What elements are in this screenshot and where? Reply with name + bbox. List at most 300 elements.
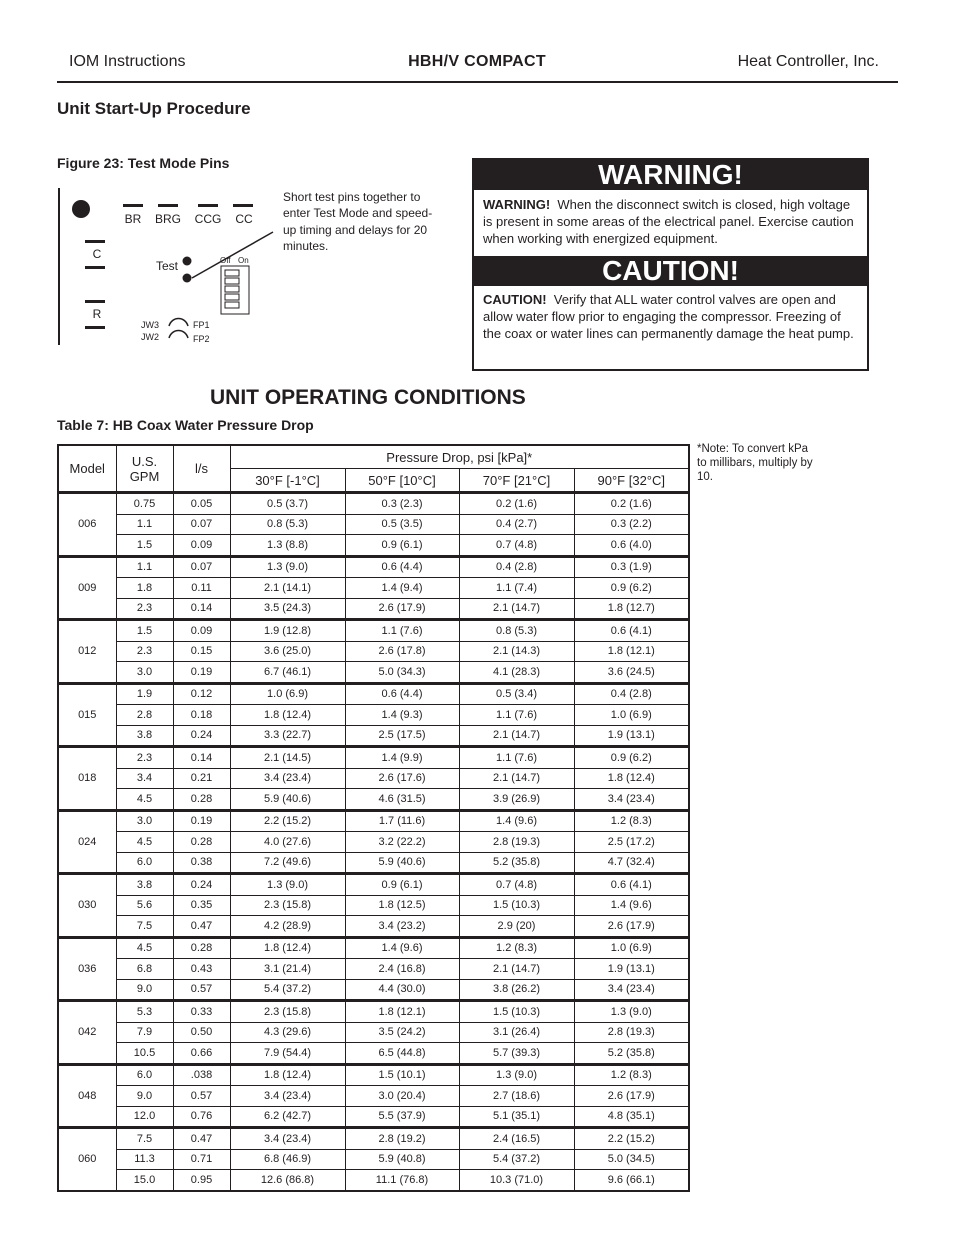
warning-lead: WARNING!	[483, 197, 551, 212]
table-cell: 2.3 (15.8)	[230, 1001, 345, 1023]
table-cell: 1.9 (13.1)	[574, 959, 689, 980]
table-cell: 2.1 (14.7)	[459, 598, 574, 620]
warning-body: When the disconnect switch is closed, high voltage is present in some areas of the electrical panel. Exercise caution when working with energized equipment.	[483, 197, 854, 246]
test-label: Test	[155, 259, 179, 273]
table-cell: 2.4 (16.8)	[345, 959, 459, 980]
table-cell: 6.2 (42.7)	[230, 1106, 345, 1128]
table-cell: 15.0	[116, 1170, 173, 1191]
table-cell: 5.6	[116, 895, 173, 916]
table-cell: 7.2 (49.6)	[230, 852, 345, 874]
table-row	[58, 1149, 689, 1170]
table-row	[58, 979, 689, 1001]
table-row	[58, 1086, 689, 1107]
table-cell: 7.5	[116, 1128, 173, 1150]
table-cell: 1.1	[116, 514, 173, 535]
table-cell: 3.4 (23.4)	[574, 979, 689, 1001]
table-cell: 3.4 (23.4)	[230, 1128, 345, 1150]
table-cell: 0.2 (1.6)	[459, 493, 574, 515]
table-cell: 1.8 (12.4)	[230, 937, 345, 959]
table-cell: 3.5 (24.2)	[345, 1022, 459, 1043]
table-cell: 2.1 (14.3)	[459, 641, 574, 662]
model-cell: 024	[58, 810, 116, 874]
table-cell: 1.0 (6.9)	[574, 705, 689, 726]
col-header-90f: 90°F [32°C]	[574, 469, 689, 493]
pin-cc	[233, 204, 253, 207]
table-cell: 1.1 (7.6)	[459, 747, 574, 769]
table-cell: 2.1 (14.7)	[459, 768, 574, 789]
table-cell: 9.0	[116, 979, 173, 1001]
table-cell: 0.09	[173, 620, 230, 642]
table-cell: 0.5 (3.5)	[345, 514, 459, 535]
table-cell: 2.6 (17.9)	[345, 598, 459, 620]
table-cell: 5.0 (34.5)	[574, 1149, 689, 1170]
table-cell: 11.3	[116, 1149, 173, 1170]
table-cell: 0.3 (1.9)	[574, 556, 689, 578]
table-note: *Note: To convert kPa to millibars, multiply by 10.	[697, 443, 813, 483]
table-cell: 0.57	[173, 979, 230, 1001]
table-cell: 5.2 (35.8)	[574, 1043, 689, 1065]
table-cell: 1.1 (7.4)	[459, 578, 574, 599]
table-cell: 1.3 (9.0)	[230, 556, 345, 578]
table-cell: 3.4 (23.4)	[230, 768, 345, 789]
table-cell: 1.2 (8.3)	[574, 1064, 689, 1086]
table-cell: 1.4 (9.6)	[459, 810, 574, 832]
table-cell: 7.9 (54.4)	[230, 1043, 345, 1065]
table-cell: 3.1 (26.4)	[459, 1022, 574, 1043]
table-cell: 11.1 (76.8)	[345, 1170, 459, 1191]
model-cell: 009	[58, 556, 116, 620]
table-cell: 4.2 (28.9)	[230, 916, 345, 938]
table-row	[58, 1128, 689, 1150]
table-cell: 0.28	[173, 832, 230, 853]
table-row	[58, 535, 689, 557]
model-cell: 018	[58, 747, 116, 811]
table-cell: 1.2 (8.3)	[574, 810, 689, 832]
terminal-r-top	[85, 300, 105, 303]
table-cell: 0.6 (4.0)	[574, 535, 689, 557]
table-cell: 5.5 (37.9)	[345, 1106, 459, 1128]
table-cell: 2.5 (17.5)	[345, 725, 459, 747]
table-cell: 0.24	[173, 874, 230, 896]
leader-line-stroke	[192, 232, 273, 278]
table-cell: 1.7 (11.6)	[345, 810, 459, 832]
table-cell: 2.3	[116, 598, 173, 620]
table-cell: 1.8 (12.4)	[230, 1064, 345, 1086]
operating-conditions-title: UNIT OPERATING CONDITIONS	[210, 386, 526, 409]
mounting-hole-icon	[72, 200, 90, 218]
table-cell: 0.35	[173, 895, 230, 916]
table-cell: 0.4 (2.8)	[459, 556, 574, 578]
leader-line	[180, 228, 280, 288]
table-cell: 1.0 (6.9)	[230, 683, 345, 705]
table-cell: 2.3	[116, 641, 173, 662]
header-company-name: Heat Controller, Inc.	[737, 53, 879, 70]
model-cell: 036	[58, 937, 116, 1001]
table-cell: 1.5	[116, 620, 173, 642]
col-header-pressure-drop: Pressure Drop, psi [kPa]*	[230, 445, 689, 469]
table-cell: 2.2 (15.2)	[574, 1128, 689, 1150]
section-title: Unit Start-Up Procedure	[57, 99, 251, 118]
table-row	[58, 514, 689, 535]
table-cell: 0.07	[173, 514, 230, 535]
table-cell: 2.9 (20)	[459, 916, 574, 938]
model-cell: 015	[58, 683, 116, 747]
model-group	[58, 937, 689, 1001]
figure-caption: Figure 23: Test Mode Pins	[57, 155, 230, 171]
table-cell: 1.3 (8.8)	[230, 535, 345, 557]
table-cell: 5.4 (37.2)	[459, 1149, 574, 1170]
caution-body: Verify that ALL water control valves are open and allow water flow prior to engaging the compressor. Freezing of the coax or water lines can permanently damage the heat pump.	[483, 292, 854, 341]
model-cell: 030	[58, 874, 116, 938]
pin-label-brg: BRG	[154, 212, 182, 226]
pin-label-cc: CC	[235, 212, 253, 226]
table-cell: 1.8 (12.5)	[345, 895, 459, 916]
table-cell: 3.0	[116, 810, 173, 832]
table-cell: 1.1	[116, 556, 173, 578]
table-cell: 0.14	[173, 747, 230, 769]
table-cell: 5.9 (40.6)	[230, 789, 345, 811]
table-cell: 2.8	[116, 705, 173, 726]
table-cell: 12.6 (86.8)	[230, 1170, 345, 1191]
table-cell: 0.8 (5.3)	[230, 514, 345, 535]
model-cell: 048	[58, 1064, 116, 1128]
table-cell: 0.9 (6.1)	[345, 535, 459, 557]
table-row	[58, 916, 689, 938]
table-cell: 0.76	[173, 1106, 230, 1128]
table-cell: 0.95	[173, 1170, 230, 1191]
table-row	[58, 1022, 689, 1043]
table-cell: 0.4 (2.7)	[459, 514, 574, 535]
table-row	[58, 705, 689, 726]
col-header-model: Model	[58, 445, 116, 493]
table-row	[58, 556, 689, 578]
caution-heading: CAUTION!	[474, 256, 867, 286]
table-cell: 2.2 (15.2)	[230, 810, 345, 832]
table-cell: 0.15	[173, 641, 230, 662]
table-cell: 7.5	[116, 916, 173, 938]
table-cell: 2.4 (16.5)	[459, 1128, 574, 1150]
table-cell: 0.3 (2.2)	[574, 514, 689, 535]
col-header-50f: 50°F [10°C]	[345, 469, 459, 493]
table-cell: 0.7 (4.8)	[459, 535, 574, 557]
table-cell: 0.7 (4.8)	[459, 874, 574, 896]
dip-toggle	[225, 302, 239, 308]
table-row	[58, 493, 689, 515]
table-cell: 5.1 (35.1)	[459, 1106, 574, 1128]
table-cell: 4.4 (30.0)	[345, 979, 459, 1001]
pin-label-ccg: CCG	[194, 212, 222, 226]
table-row	[58, 747, 689, 769]
table-cell: 3.3 (22.7)	[230, 725, 345, 747]
table-cell: 1.8 (12.4)	[574, 768, 689, 789]
warning-text	[483, 196, 858, 247]
table-cell: 1.5	[116, 535, 173, 557]
table-row	[58, 683, 689, 705]
model-cell: 006	[58, 493, 116, 557]
model-group	[58, 810, 689, 874]
table-cell: 1.8 (12.1)	[574, 641, 689, 662]
model-group	[58, 493, 689, 557]
col-header-gpm: U.S. GPM	[116, 445, 173, 493]
table-cell: 2.8 (19.3)	[459, 832, 574, 853]
table-cell: 3.0 (20.4)	[345, 1086, 459, 1107]
model-group	[58, 747, 689, 811]
model-group	[58, 620, 689, 684]
table-cell: 10.5	[116, 1043, 173, 1065]
model-cell: 012	[58, 620, 116, 684]
terminal-label-r: R	[92, 307, 102, 321]
table-cell: 1.4 (9.3)	[345, 705, 459, 726]
table-cell: 0.8 (5.3)	[459, 620, 574, 642]
table-cell: 2.8 (19.3)	[574, 1022, 689, 1043]
table-cell: 5.9 (40.8)	[345, 1149, 459, 1170]
table-cell: 0.9 (6.1)	[345, 874, 459, 896]
table-cell: 5.9 (40.6)	[345, 852, 459, 874]
table-row	[58, 1001, 689, 1023]
table-cell: 2.1 (14.1)	[230, 578, 345, 599]
pin-ccg	[198, 204, 218, 207]
table-row	[58, 789, 689, 811]
table-row	[58, 1043, 689, 1065]
table-cell: 0.47	[173, 916, 230, 938]
table-cell: 0.21	[173, 768, 230, 789]
table-cell: 0.19	[173, 662, 230, 684]
table-cell: 3.1 (21.4)	[230, 959, 345, 980]
table-cell: 0.5 (3.7)	[230, 493, 345, 515]
table-cell: 1.5 (10.3)	[459, 1001, 574, 1023]
table-cell: 1.1 (7.6)	[345, 620, 459, 642]
model-cell: 042	[58, 1001, 116, 1065]
table-cell: 1.1 (7.6)	[459, 705, 574, 726]
table-cell: 0.11	[173, 578, 230, 599]
table-row	[58, 874, 689, 896]
table-row	[58, 810, 689, 832]
table-cell: 2.1 (14.7)	[459, 725, 574, 747]
table-cell: 0.6 (4.4)	[345, 683, 459, 705]
table-cell: 3.4 (23.4)	[230, 1086, 345, 1107]
table-row	[58, 768, 689, 789]
table-cell: 1.3 (9.0)	[574, 1001, 689, 1023]
table-cell: 0.66	[173, 1043, 230, 1065]
table-cell: 12.0	[116, 1106, 173, 1128]
table-cell: 0.4 (2.8)	[574, 683, 689, 705]
table-cell: 0.05	[173, 493, 230, 515]
table-cell: 6.5 (44.8)	[345, 1043, 459, 1065]
table-row	[58, 598, 689, 620]
table-cell: 0.09	[173, 535, 230, 557]
table-cell: 3.8	[116, 874, 173, 896]
table-cell: 3.5 (24.3)	[230, 598, 345, 620]
table-cell: 5.3	[116, 1001, 173, 1023]
table-cell: 0.07	[173, 556, 230, 578]
table-cell: 1.4 (9.6)	[574, 895, 689, 916]
table-cell: 0.6 (4.4)	[345, 556, 459, 578]
table-cell: 1.8 (12.1)	[345, 1001, 459, 1023]
table-cell: 10.3 (71.0)	[459, 1170, 574, 1191]
table-cell: 2.7 (18.6)	[459, 1086, 574, 1107]
table-cell: 0.47	[173, 1128, 230, 1150]
table-cell: 2.6 (17.8)	[345, 641, 459, 662]
table-cell: 6.0	[116, 852, 173, 874]
table-cell: 0.6 (4.1)	[574, 874, 689, 896]
dip-label-on: On	[238, 256, 249, 265]
table-cell: 0.9 (6.2)	[574, 578, 689, 599]
pin-label-br: BR	[124, 212, 142, 226]
table-cell: 6.7 (46.1)	[230, 662, 345, 684]
header-left-title: IOM Instructions	[69, 53, 186, 70]
jumper-jw3-icon	[169, 319, 188, 327]
table-cell: 2.8 (19.2)	[345, 1128, 459, 1150]
table-cell: 4.0 (27.6)	[230, 832, 345, 853]
pressure-drop-table	[57, 444, 690, 1192]
pin-brg	[158, 204, 178, 207]
pin-br	[123, 204, 143, 207]
table-cell: 0.50	[173, 1022, 230, 1043]
table-cell: .038	[173, 1064, 230, 1086]
table-cell: 0.6 (4.1)	[574, 620, 689, 642]
jumper-label-jw2: JW2	[141, 332, 159, 342]
header-divider	[57, 81, 898, 83]
table-cell: 2.6 (17.6)	[345, 768, 459, 789]
model-group	[58, 874, 689, 938]
table-row	[58, 937, 689, 959]
table-row	[58, 620, 689, 642]
table-cell: 0.28	[173, 789, 230, 811]
table-row	[58, 852, 689, 874]
warning-caution-box	[472, 158, 869, 371]
table-cell: 0.24	[173, 725, 230, 747]
table-cell: 5.0 (34.3)	[345, 662, 459, 684]
jumper-label-jw3: JW3	[141, 320, 159, 330]
table-cell: 1.2 (8.3)	[459, 937, 574, 959]
table-cell: 0.28	[173, 937, 230, 959]
table-cell: 5.7 (39.3)	[459, 1043, 574, 1065]
table-cell: 3.6 (24.5)	[574, 662, 689, 684]
table-cell: 3.4 (23.2)	[345, 916, 459, 938]
terminal-c-bottom	[85, 266, 105, 269]
table-cell: 1.4 (9.6)	[345, 937, 459, 959]
jumper-label-fp2: FP2	[193, 334, 210, 344]
table-cell: 1.5 (10.1)	[345, 1064, 459, 1086]
table-cell: 3.9 (26.9)	[459, 789, 574, 811]
table-cell: 1.3 (9.0)	[459, 1064, 574, 1086]
table-row	[58, 641, 689, 662]
table-cell: 2.3 (15.8)	[230, 895, 345, 916]
table-cell: 0.5 (3.4)	[459, 683, 574, 705]
table-cell: 3.8 (26.2)	[459, 979, 574, 1001]
terminal-c-top	[85, 240, 105, 243]
table-cell: 0.57	[173, 1086, 230, 1107]
table-cell: 4.6 (31.5)	[345, 789, 459, 811]
table-cell: 1.3 (9.0)	[230, 874, 345, 896]
table-cell: 4.5	[116, 937, 173, 959]
table-cell: 1.9	[116, 683, 173, 705]
table-cell: 0.14	[173, 598, 230, 620]
table-row	[58, 1064, 689, 1086]
table-cell: 4.1 (28.3)	[459, 662, 574, 684]
table-cell: 1.0 (6.9)	[574, 937, 689, 959]
table-cell: 1.8 (12.7)	[574, 598, 689, 620]
table-cell: 6.8 (46.9)	[230, 1149, 345, 1170]
table-cell: 0.12	[173, 683, 230, 705]
jumper-label-fp1: FP1	[193, 320, 210, 330]
table-cell: 2.5 (17.2)	[574, 832, 689, 853]
table-cell: 3.0	[116, 662, 173, 684]
model-group	[58, 1001, 689, 1065]
table-cell: 4.3 (29.6)	[230, 1022, 345, 1043]
table-cell: 5.2 (35.8)	[459, 852, 574, 874]
table-cell: 4.5	[116, 789, 173, 811]
table-cell: 0.38	[173, 852, 230, 874]
table-row	[58, 832, 689, 853]
table-cell: 0.9 (6.2)	[574, 747, 689, 769]
model-cell: 060	[58, 1128, 116, 1191]
table-cell: 0.2 (1.6)	[574, 493, 689, 515]
model-group	[58, 556, 689, 620]
table-cell: 2.1 (14.7)	[459, 959, 574, 980]
table-cell: 0.71	[173, 1149, 230, 1170]
figure-note: Short test pins together to enter Test Mode and speed-up timing and delays for 20 minutes.	[283, 190, 433, 253]
table-cell: 0.43	[173, 959, 230, 980]
table-cell: 9.0	[116, 1086, 173, 1107]
table-cell: 0.33	[173, 1001, 230, 1023]
model-group	[58, 683, 689, 747]
model-group	[58, 1128, 689, 1191]
table-cell: 1.8	[116, 578, 173, 599]
table-cell: 0.19	[173, 810, 230, 832]
caution-lead: CAUTION!	[483, 292, 547, 307]
table-row	[58, 725, 689, 747]
table-cell: 3.4	[116, 768, 173, 789]
table-caption: Table 7: HB Coax Water Pressure Drop	[57, 417, 314, 433]
col-header-30f: 30°F [-1°C]	[230, 469, 345, 493]
table-row	[58, 662, 689, 684]
table-row	[58, 578, 689, 599]
table-cell: 2.6 (17.9)	[574, 1086, 689, 1107]
table-cell: 2.6 (17.9)	[574, 916, 689, 938]
table-cell: 6.0	[116, 1064, 173, 1086]
col-header-70f: 70°F [21°C]	[459, 469, 574, 493]
col-header-ls: l/s	[173, 445, 230, 493]
table-row	[58, 1106, 689, 1128]
dip-toggle	[225, 294, 239, 300]
table-cell: 3.6 (25.0)	[230, 641, 345, 662]
table-cell: 3.4 (23.4)	[574, 789, 689, 811]
terminal-label-c: C	[92, 247, 102, 261]
table-cell: 1.4 (9.9)	[345, 747, 459, 769]
table-cell: 7.9	[116, 1022, 173, 1043]
table-cell: 3.2 (22.2)	[345, 832, 459, 853]
table-cell: 1.9 (12.8)	[230, 620, 345, 642]
table-cell: 3.8	[116, 725, 173, 747]
table-cell: 9.6 (66.1)	[574, 1170, 689, 1191]
table-cell: 0.3 (2.3)	[345, 493, 459, 515]
table-cell: 0.75	[116, 493, 173, 515]
table-cell: 5.4 (37.2)	[230, 979, 345, 1001]
table-cell: 1.5 (10.3)	[459, 895, 574, 916]
table-row	[58, 895, 689, 916]
dip-label-off: Off	[220, 256, 231, 265]
table-cell: 4.7 (32.4)	[574, 852, 689, 874]
table-cell: 4.5	[116, 832, 173, 853]
terminal-r-bottom	[85, 326, 105, 329]
table-cell: 0.18	[173, 705, 230, 726]
table-row	[58, 959, 689, 980]
table-cell: 1.9 (13.1)	[574, 725, 689, 747]
caution-text	[483, 291, 858, 342]
warning-heading: WARNING!	[474, 160, 867, 190]
table-cell: 1.8 (12.4)	[230, 705, 345, 726]
